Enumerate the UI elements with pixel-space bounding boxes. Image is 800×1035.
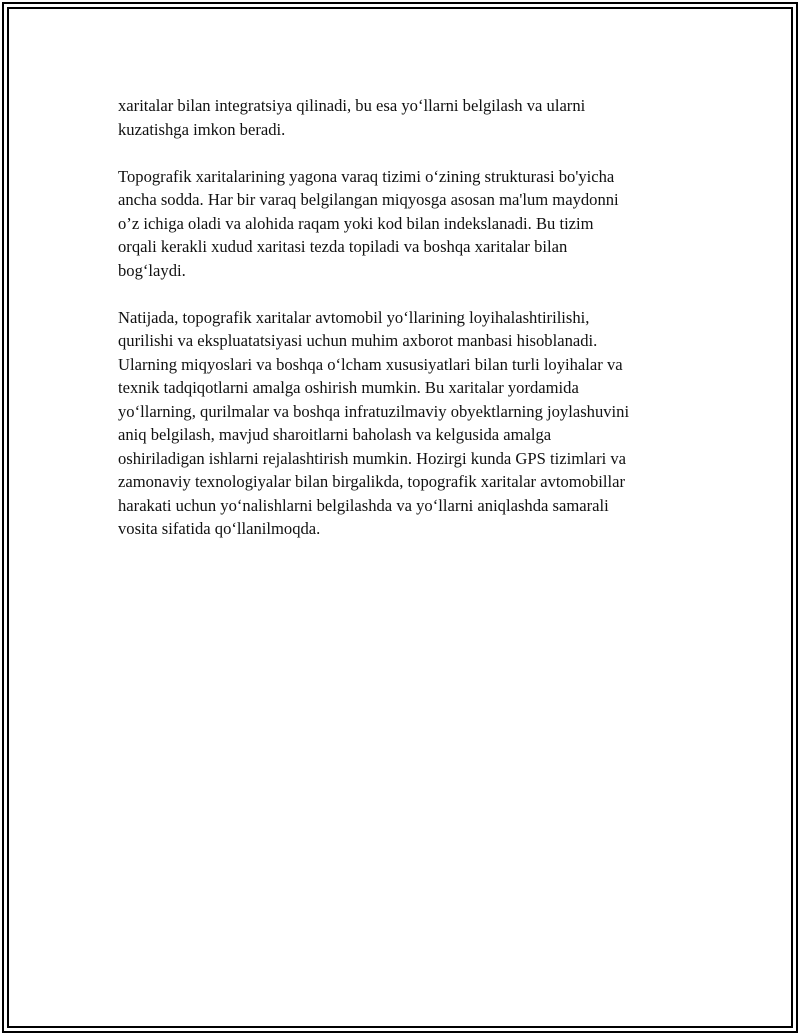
paragraph-2 (118, 165, 698, 283)
text-line: ancha sodda. Har bir varaq belgilangan miqyosga asosan ma'lum maydonni (118, 190, 619, 209)
text-line: Ularning miqyoslari va boshqa o‘lcham xususiyatlari bilan turli loyihalar va (118, 354, 623, 374)
text-line: zamonaviy texnologiyalar bilan birgalikda, topografik xaritalar avtomobillar (118, 472, 626, 491)
text-line: aniq belgilash, mavjud sharoitlarni baholash va kelgusida amalga (118, 425, 552, 444)
text-line: Topografik xaritalarining yagona varaq tizimi o‘zining strukturasi bo'yicha (118, 166, 615, 186)
paragraph-3 (118, 306, 698, 541)
text-line: harakati uchun yo‘nalishlarni belgilashda va yo‘llarni aniqlashda samarali (118, 495, 609, 515)
text-line: texnik tadqiqotlarni amalga oshirish mumkin. Bu xaritalar yordamida (118, 378, 579, 397)
text-line: qurilishi va ekspluatatsiyasi uchun muhim axborot manbasi hisoblanadi. (118, 331, 598, 350)
text-line: Natijada, topografik xaritalar avtomobil yo‘llarining loyihalashtirilishi, (118, 307, 590, 327)
text-line: oshiriladigan ishlarni rejalashtirish mumkin. Hozirgi kunda GPS tizimlari va (118, 448, 627, 468)
paragraph-1 (118, 94, 698, 141)
text-line: orqali kerakli xudud xaritasi tezda topiladi va boshqa xaritalar bilan (118, 237, 568, 256)
text-line: yo‘llarning, qurilmalar va boshqa infratuzilmaviy obyektlarning joylashuvini (118, 401, 630, 421)
text-line: xaritalar bilan integratsiya qilinadi, bu esa yo‘llarni belgilash va ularni (118, 96, 586, 115)
text-line: bog‘laydi. (118, 260, 186, 280)
text-line: o’z ichiga oladi va alohida raqam yoki kod bilan indekslanadi. Bu tizim (118, 213, 594, 233)
text-line: vosita sifatida qo‘llanilmoqda. (118, 519, 321, 538)
text-line: kuzatishga imkon beradi. (118, 119, 286, 139)
document-body (118, 94, 698, 541)
